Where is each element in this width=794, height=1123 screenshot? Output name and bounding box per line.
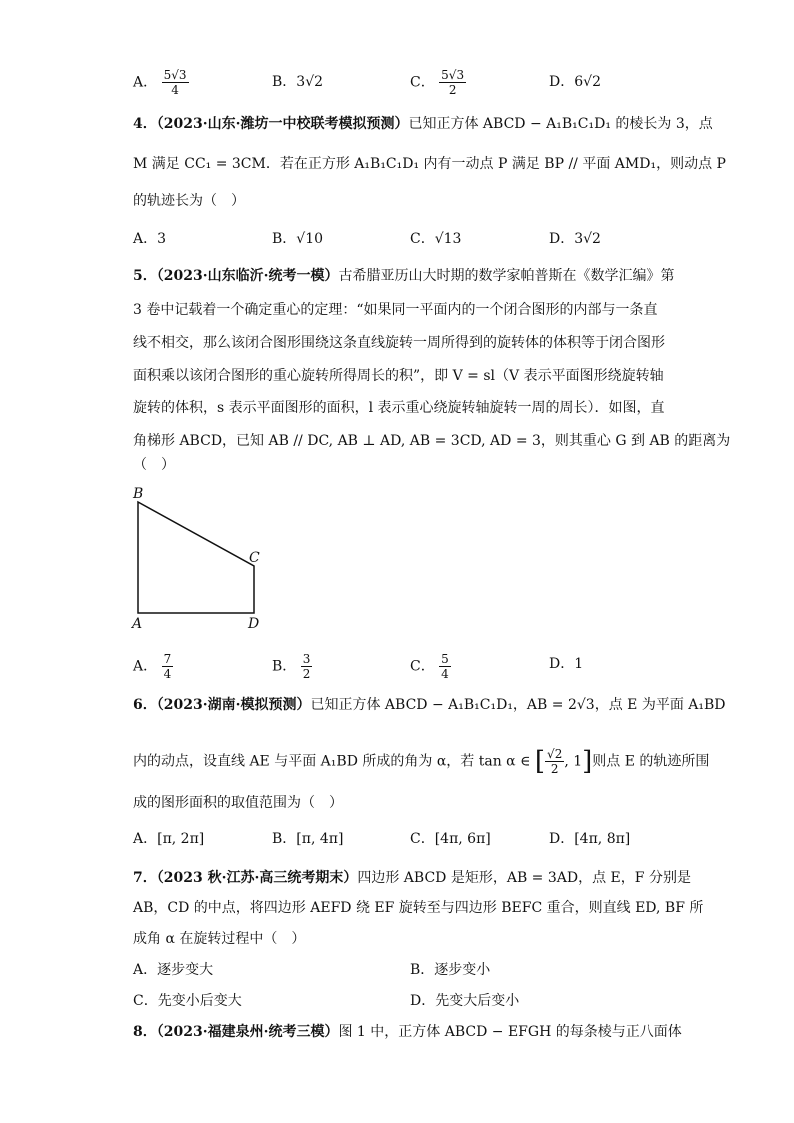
q7-line3: 成角 α 在旋转过程中（ ） (133, 931, 306, 947)
q3-option-c: C． $\frac{5√3}{2}$ (410, 68, 465, 97)
vertex-a-label: A (132, 616, 143, 632)
vertex-b-label: B (133, 486, 144, 502)
trapezoid-shape (138, 502, 254, 613)
q4-option-a: A．3 (133, 231, 167, 247)
q5-option-a: A． $\frac{7}{4}$ (133, 652, 172, 681)
q8-line1: 8．（2023·福建泉州·统考三模）图 1 中，正方体 ABCD − EFGH 的每条棱与正八面体 (133, 1024, 682, 1040)
q6-source: （2023·湖南·模拟预测） (156, 697, 311, 713)
q5-line7: （ ） (133, 457, 175, 473)
q4-source: （2023·山东·潍坊一中校联考模拟预测） (156, 116, 409, 132)
fraction: $\frac{5}{4}$ (441, 652, 449, 681)
fraction: $\frac{7}{4}$ (163, 652, 172, 681)
q5-option-b: B． $\frac{3}{2}$ (272, 652, 311, 681)
vertex-c-label: C (249, 550, 260, 566)
q7-option-a: A．逐步变大 (133, 962, 214, 978)
q6-line1: 6．（2023·湖南·模拟预测）已知正方体 ABCD − A₁B₁C₁D₁，AB = 2√3，点 E 为平面 A₁BD (133, 697, 726, 713)
q3-option-b: B．3√2 (272, 74, 324, 90)
q5-line2: 3 卷中记载着一个确定重心的定理：“如果同一平面内的一个闭合图形的内部与一条直 (133, 302, 658, 318)
fraction: $\frac{5√3}{2}$ (441, 68, 465, 97)
q5-line5: 旋转的体积，s 表示平面图形的面积，l 表示重心绕旋转轴旋转一周的周长）．如图，直 (133, 400, 665, 416)
q5-line3: 线不相交，那么该闭合图形围绕这条直线旋转一周所得到的旋转体的体积等于闭合图形 (133, 335, 665, 351)
q6-line3: 成的图形面积的取值范围为（ ） (133, 795, 343, 811)
fraction: $\frac{3}{2}$ (302, 652, 311, 681)
q3-option-a: A． $\frac{5√3}{4}$ (133, 68, 187, 97)
q5-line4: 面积乘以该闭合图形的重心旋转所得周长的积”，即 V = sl（V 表示平面图形绕旋转轴 (133, 368, 664, 384)
q3-option-d: D．6√2 (549, 74, 601, 90)
q6-option-a: A．[π, 2π] (133, 831, 205, 847)
q4-option-c: C．√13 (410, 231, 462, 247)
q6-option-b: B．[π, 4π] (272, 831, 344, 847)
q7-line2: AB，CD 的中点，将四边形 AEFD 绕 EF 旋转至与四边形 BEFC 重合，则直线 ED, BF 所 (133, 900, 704, 916)
q5-line1: 5．（2023·山东临沂·统考一模）古希腊亚历山大时期的数学家帕普斯在《数学汇编》第 (133, 268, 675, 284)
q7-option-d: D．先变大后变小 (410, 993, 520, 1009)
q5-line6: 角梯形 ABCD，已知 AB // DC, AB ⊥ AD, AB = 3CD, AD = 3，则其重心 G 到 AB 的距离为 (133, 433, 731, 449)
q6-line2: 内的动点，设直线 AE 与平面 A₁BD 所成的角为 α，若 tan α ∈ [ $\frac{√2}{2}$ , 1]则点 E 的轨迹所围 (133, 746, 710, 777)
q7-source: （2023 秋·江苏·高三统考期末） (156, 870, 358, 886)
fraction: $\frac{√2}{2}$ (547, 747, 563, 776)
q5-option-d: D．1 (549, 656, 584, 672)
q6-option-c: C．[4π, 6π] (410, 831, 491, 847)
fraction: $\frac{5√3}{4}$ (163, 68, 187, 97)
q7-option-c: C．先变小后变大 (133, 993, 242, 1009)
q4-option-d: D．3√2 (549, 231, 601, 247)
q5-source: （2023·山东临沂·统考一模） (156, 268, 339, 284)
q4-line1: 4．（2023·山东·潍坊一中校联考模拟预测）已知正方体 ABCD − A₁B₁C₁D₁ 的棱长为 3，点 (133, 116, 713, 132)
vertex-d-label: D (248, 616, 260, 632)
q7-line1: 7．（2023 秋·江苏·高三统考期末）四边形 ABCD 是矩形，AB = 3AD，点 E，F 分别是 (133, 870, 691, 886)
q5-option-c: C． $\frac{5}{4}$ (410, 652, 449, 681)
q4-option-b: B．√10 (272, 231, 324, 247)
q6-option-d: D．[4π, 8π] (549, 831, 631, 847)
q8-source: （2023·福建泉州·统考三模） (156, 1024, 339, 1040)
q4-line2: M 满足 CC₁ = 3CM．若在正方形 A₁B₁C₁D₁ 内有一动点 P 满足 BP // 平面 AMD₁，则动点 P (133, 156, 726, 172)
q7-option-b: B．逐步变小 (410, 962, 491, 978)
q4-line3: 的轨迹长为（ ） (133, 193, 245, 209)
